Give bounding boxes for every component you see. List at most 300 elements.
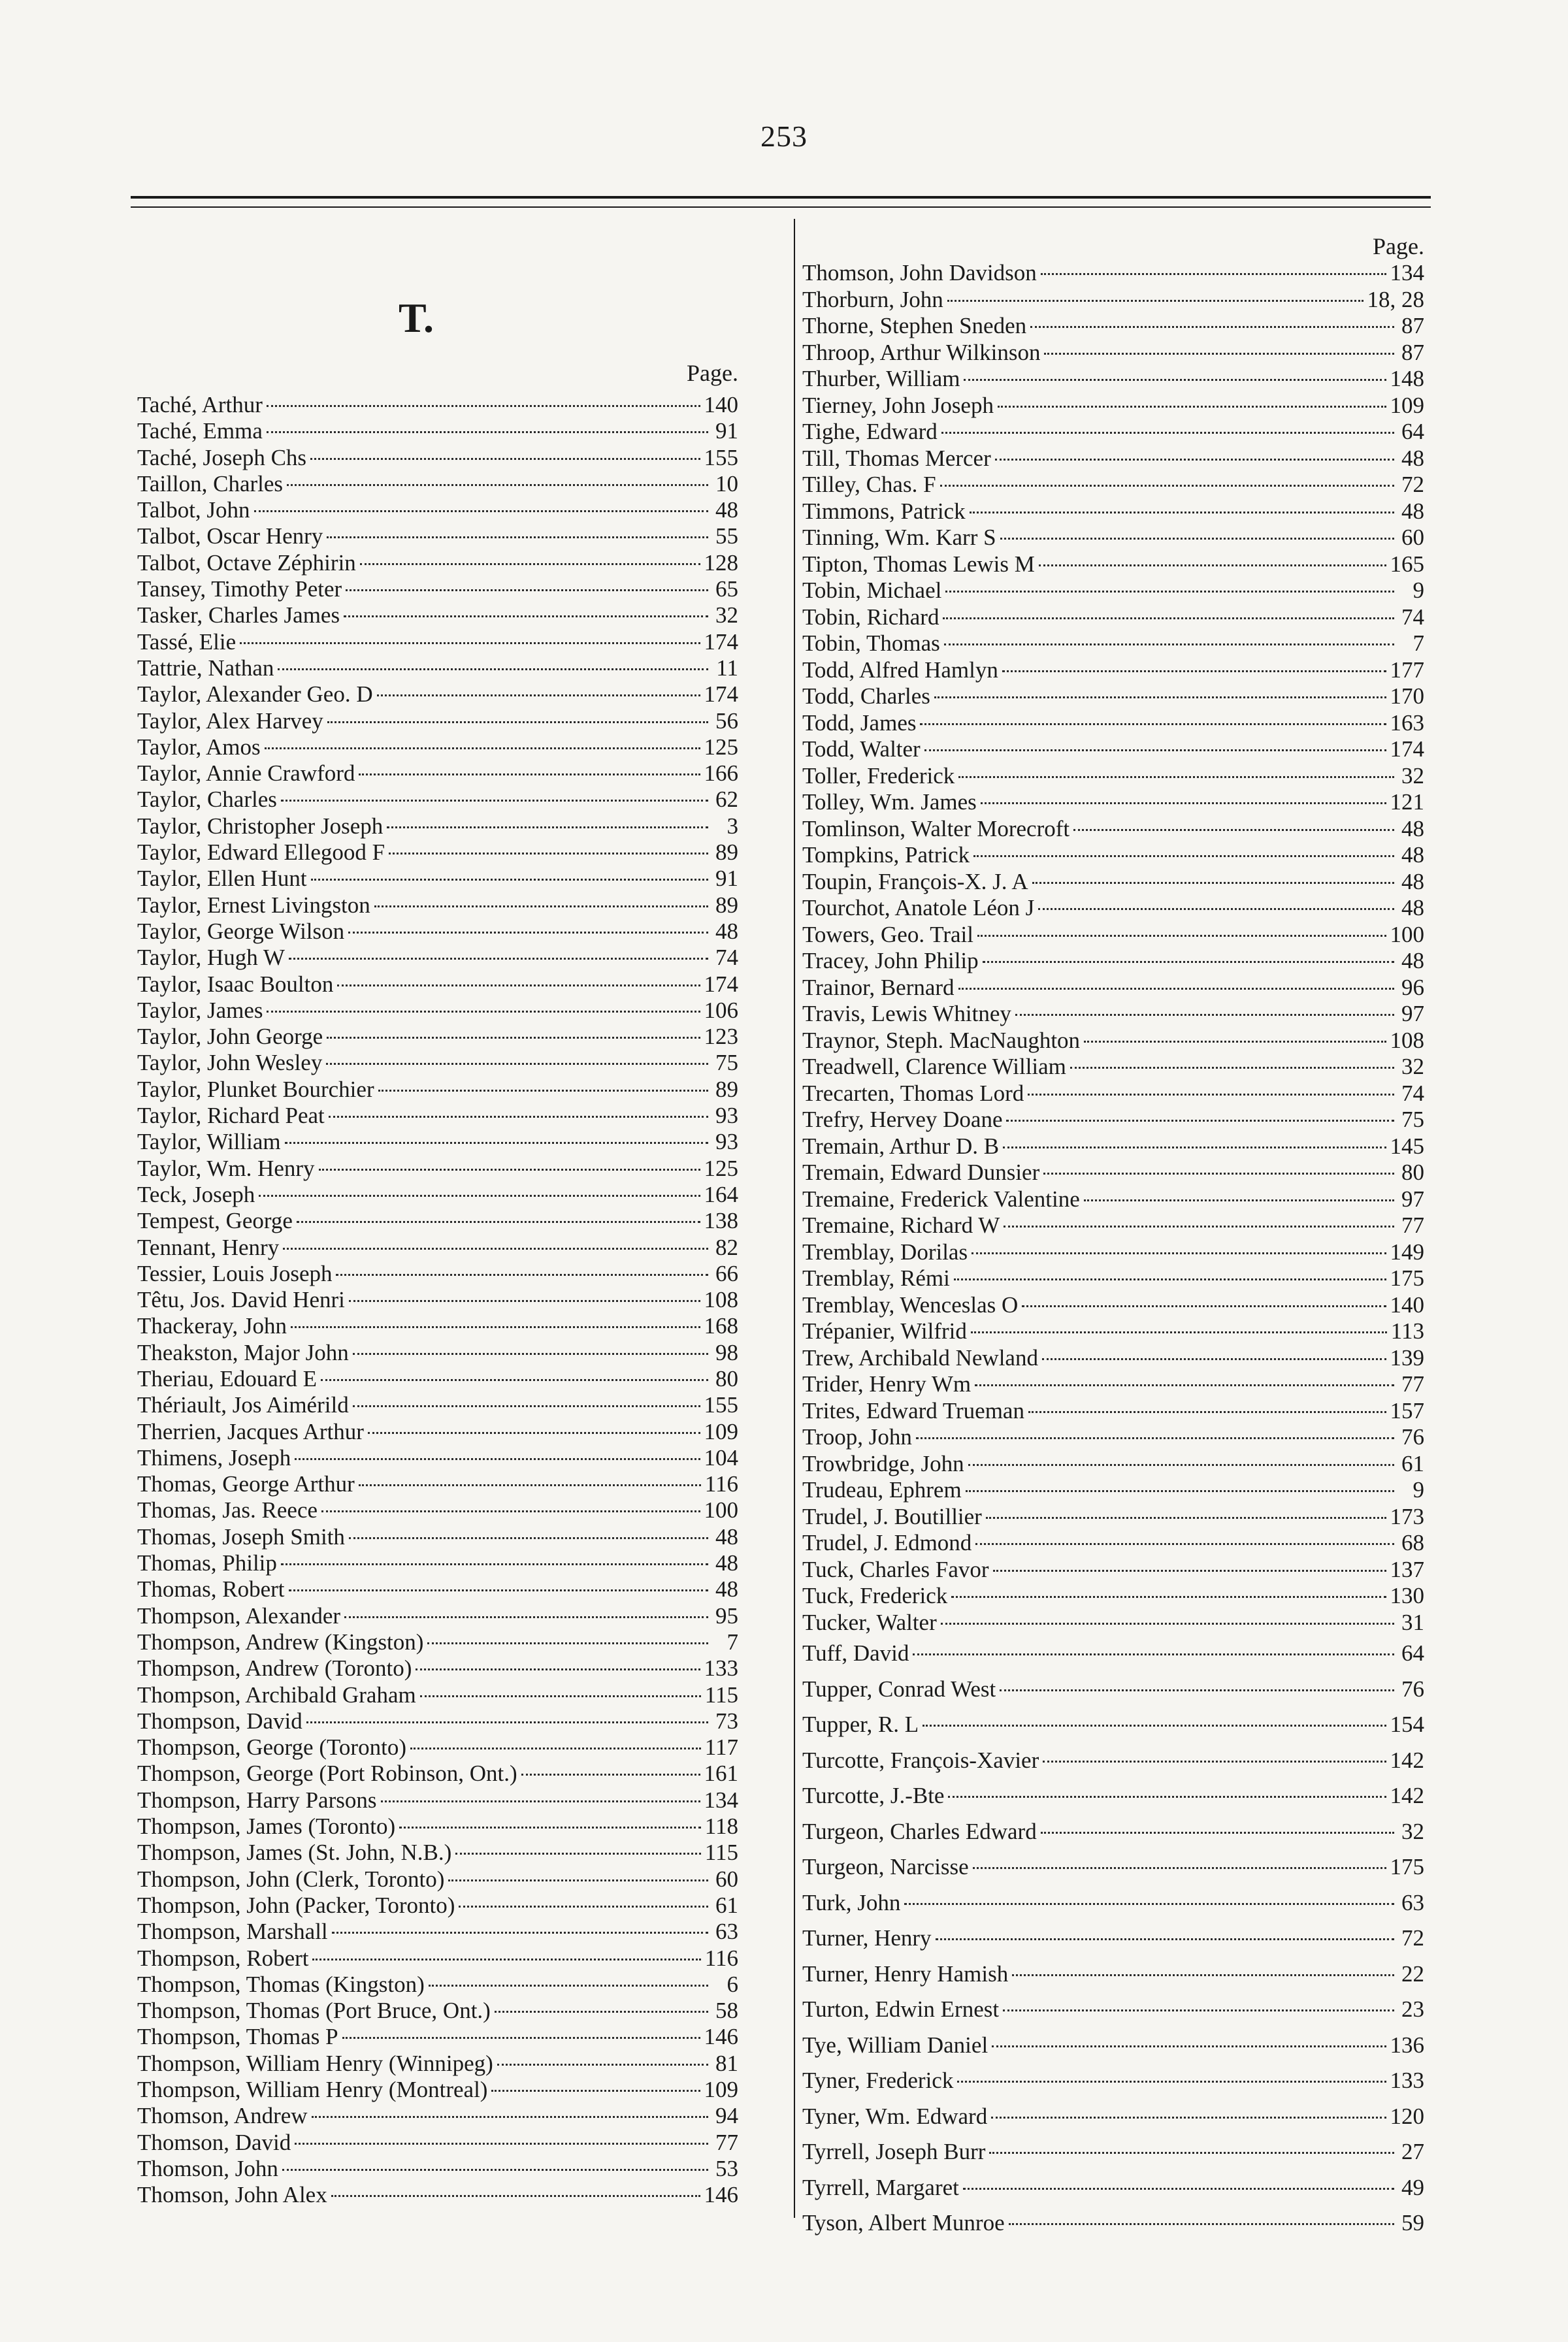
- entry-page-number: 165: [1390, 551, 1424, 577]
- entry-name: Turcotte, J.-Bte: [802, 1783, 945, 1808]
- index-entry: [802, 2099, 1424, 2135]
- entry-page-number: 7: [1413, 630, 1424, 656]
- index-entry: [802, 1081, 1424, 1107]
- entry-name: Tassé, Elie: [137, 628, 237, 655]
- index-entry: [137, 1182, 738, 1208]
- entry-name: Thomas, Robert: [137, 1576, 285, 1602]
- dot-leader: [387, 826, 708, 828]
- entry-page-number: 93: [715, 1103, 738, 1129]
- index-entry: [802, 948, 1424, 975]
- index-entry: [802, 1743, 1424, 1779]
- right-index-column: [802, 260, 1424, 2241]
- index-entry: [802, 2205, 1424, 2241]
- index-entry: [137, 787, 738, 813]
- entry-name: Tremaine, Richard W: [802, 1212, 1000, 1238]
- dot-leader: [410, 1748, 701, 1749]
- entry-name: Tennant, Henry: [137, 1234, 280, 1260]
- entry-name: Taylor, Plunket Bourchier: [137, 1076, 374, 1102]
- dot-leader: [981, 802, 1386, 804]
- index-entry: [802, 2170, 1424, 2206]
- entry-page-number: 32: [1401, 1054, 1424, 1079]
- dot-leader: [310, 458, 700, 460]
- entry-name: Taylor, Ellen Hunt: [137, 866, 307, 892]
- entry-name: Theakston, Major John: [137, 1339, 349, 1365]
- entry-name: Talbot, Oscar Henry: [137, 523, 323, 549]
- entry-page-number: 59: [1401, 2210, 1424, 2236]
- index-entry: [137, 1840, 738, 1866]
- entry-name: Tobin, Thomas: [802, 630, 940, 656]
- index-entry: [802, 1992, 1424, 2028]
- dot-leader: [941, 1623, 1394, 1625]
- entry-name: Tuck, Charles Favor: [802, 1556, 989, 1582]
- entry-name: Taylor, John Wesley: [137, 1050, 323, 1076]
- entry-name: Tinning, Wm. Karr S: [802, 525, 996, 550]
- index-entry: [802, 1957, 1424, 1992]
- index-entry: [802, 1318, 1424, 1345]
- index-entry: [802, 260, 1424, 287]
- index-entry: [802, 683, 1424, 710]
- index-entry: [802, 1814, 1424, 1850]
- dot-leader: [1002, 670, 1386, 672]
- entry-name: Tessier, Louis Joseph: [137, 1260, 333, 1286]
- dot-leader: [1032, 882, 1394, 884]
- dot-leader: [1009, 2223, 1394, 2225]
- entry-page-number: 55: [715, 523, 738, 549]
- entry-name: Thompson, Archibald Graham: [137, 1682, 416, 1708]
- entry-name: Thompson, Alexander: [137, 1602, 341, 1629]
- entry-page-number: 80: [715, 1365, 738, 1391]
- entry-page-number: 74: [1401, 604, 1424, 630]
- index-entry: [802, 1778, 1424, 1814]
- dot-leader: [321, 1379, 708, 1381]
- entry-name: Tyner, Frederick: [802, 2068, 954, 2093]
- index-entry: [137, 1445, 738, 1471]
- index-entry: [137, 602, 738, 628]
- dot-leader: [265, 747, 700, 749]
- index-entry: [137, 1998, 738, 2024]
- dot-leader: [287, 484, 708, 486]
- index-entry: [802, 604, 1424, 631]
- entry-page-number: 155: [704, 1392, 738, 1418]
- dot-leader: [936, 1938, 1394, 1940]
- entry-name: Thompson, John (Packer, Toronto): [137, 1892, 455, 1918]
- index-entry: [137, 1419, 738, 1445]
- entry-name: Travis, Lewis Whitney: [802, 1001, 1011, 1026]
- entry-name: Trépanier, Wilfrid: [802, 1318, 967, 1344]
- entry-page-number: 77: [1401, 1371, 1424, 1397]
- entry-name: Thomas, Joseph Smith: [137, 1523, 345, 1550]
- entry-name: Tucker, Walter: [802, 1609, 937, 1635]
- index-entry: [802, 1636, 1424, 1672]
- entry-name: Turgeon, Narcisse: [802, 1854, 969, 1879]
- dot-leader: [1039, 564, 1386, 566]
- entry-name: Taylor, Isaac Boulton: [137, 971, 334, 997]
- entry-page-number: 174: [704, 971, 738, 997]
- entry-name: Trider, Henry Wm: [802, 1371, 972, 1397]
- entry-page-number: 120: [1390, 2103, 1424, 2129]
- entry-page-number: 142: [1390, 1747, 1424, 1773]
- entry-name: Thompson, Thomas (Port Bruce, Ont.): [137, 1998, 491, 2024]
- entry-page-number: 68: [1401, 1530, 1424, 1555]
- entry-page-number: 146: [704, 2024, 738, 2050]
- entry-name: Turk, John: [802, 1889, 901, 1915]
- entry-name: Taylor, Ernest Livingston: [137, 892, 370, 918]
- entry-name: Tremblay, Dorilas: [802, 1239, 968, 1265]
- entry-page-number: 64: [1401, 1640, 1424, 1666]
- index-entry: [802, 1849, 1424, 1885]
- entry-name: Taylor, Charles: [137, 787, 277, 813]
- entry-name: Thompson, John (Clerk, Toronto): [137, 1866, 445, 1892]
- dot-leader: [353, 1405, 700, 1407]
- entry-name: Thompson, George (Toronto): [137, 1734, 406, 1761]
- index-entry: [137, 1287, 738, 1313]
- entry-name: Thomas, Jas. Reece: [137, 1497, 318, 1523]
- entry-page-number: 173: [1390, 1503, 1424, 1529]
- index-entry: [802, 975, 1424, 1001]
- index-entry: [137, 1077, 738, 1103]
- index-entry: [802, 2134, 1424, 2170]
- entry-name: Tierney, John Joseph: [802, 392, 994, 418]
- dot-leader: [495, 2011, 708, 2013]
- index-entry: [137, 1156, 738, 1182]
- entry-name: Taylor, William: [137, 1129, 281, 1155]
- entry-page-number: 106: [704, 997, 738, 1023]
- entry-page-number: 48: [1401, 842, 1424, 868]
- entry-page-number: 62: [715, 787, 738, 813]
- dot-leader: [992, 2045, 1386, 2047]
- entry-page-number: 138: [704, 1208, 738, 1234]
- entry-name: Tremain, Arthur D. B: [802, 1133, 1000, 1159]
- entry-name: Taylor, George Wilson: [137, 918, 345, 944]
- dot-leader: [993, 1570, 1386, 1572]
- entry-page-number: 148: [1390, 366, 1424, 391]
- header-rule-thick: [131, 196, 1431, 199]
- entry-page-number: 18, 28: [1367, 286, 1424, 312]
- index-entry: [137, 1813, 738, 1840]
- entry-name: Traynor, Steph. MacNaughton: [802, 1027, 1081, 1053]
- index-entry: [137, 998, 738, 1024]
- dot-leader: [297, 1221, 700, 1223]
- entry-page-number: 97: [1401, 1186, 1424, 1212]
- index-entry: [137, 1576, 738, 1602]
- dot-leader: [329, 1116, 708, 1118]
- dot-leader: [1015, 1014, 1394, 1016]
- dot-leader: [920, 723, 1386, 725]
- entry-page-number: 63: [1401, 1889, 1424, 1915]
- dot-leader: [332, 1932, 708, 1934]
- index-entry: [137, 1497, 738, 1523]
- entry-page-number: 125: [704, 1155, 738, 1181]
- dot-leader: [1028, 1094, 1394, 1096]
- dot-leader: [289, 1589, 708, 1591]
- index-entry: [137, 1261, 738, 1287]
- entry-name: Tolley, Wm. James: [802, 789, 977, 815]
- dot-leader: [491, 2090, 700, 2092]
- dot-leader: [1003, 2009, 1394, 2011]
- dot-leader: [1004, 1226, 1394, 1228]
- entry-name: Todd, James: [802, 709, 917, 736]
- dot-leader: [934, 696, 1386, 698]
- entry-page-number: 146: [704, 2182, 738, 2208]
- dot-leader: [312, 1959, 700, 1960]
- dot-leader: [319, 1169, 700, 1171]
- dot-leader: [947, 300, 1364, 302]
- index-entry: [802, 842, 1424, 869]
- dot-leader: [944, 643, 1394, 645]
- entry-page-number: 48: [715, 497, 738, 523]
- index-entry: [802, 313, 1424, 340]
- entry-name: Thomson, John Alex: [137, 2182, 327, 2208]
- entry-name: Thompson, William Henry (Montreal): [137, 2077, 488, 2102]
- index-entry: [137, 919, 738, 945]
- dot-leader: [399, 1827, 701, 1829]
- index-entry: [802, 419, 1424, 446]
- entry-name: Tyrrell, Joseph Burr: [802, 2139, 986, 2164]
- entry-page-number: 139: [1390, 1344, 1424, 1371]
- entry-page-number: 142: [1390, 1783, 1424, 1808]
- index-entry: [802, 446, 1424, 472]
- entry-page-number: 32: [1401, 1818, 1424, 1844]
- dot-leader: [283, 1248, 708, 1250]
- entry-page-number: 87: [1401, 339, 1424, 365]
- entry-name: Tracey, John Philip: [802, 948, 979, 973]
- dot-leader: [312, 2116, 708, 2118]
- index-entry: [137, 1471, 738, 1497]
- entry-page-number: 10: [715, 470, 738, 496]
- entry-name: Thompson, Thomas (Kingston): [137, 1971, 425, 1997]
- index-entry: [137, 2024, 738, 2050]
- entry-page-number: 93: [715, 1129, 738, 1155]
- entry-page-number: 77: [1401, 1212, 1424, 1238]
- entry-name: Trefry, Hervey Doane: [802, 1107, 1003, 1132]
- entry-page-number: 115: [704, 1682, 738, 1708]
- index-entry: [802, 1160, 1424, 1186]
- index-entry: [137, 945, 738, 971]
- index-entry: [137, 708, 738, 734]
- entry-name: Taylor, James: [137, 997, 263, 1023]
- entry-page-number: 63: [715, 1919, 738, 1945]
- entry-page-number: 174: [1390, 736, 1424, 762]
- entry-name: Treadwell, Clarence William: [802, 1054, 1066, 1079]
- entry-page-number: 80: [1401, 1160, 1424, 1185]
- entry-page-number: 60: [1401, 525, 1424, 550]
- index-entry: [802, 577, 1424, 604]
- entry-page-number: 97: [1401, 1001, 1424, 1026]
- entry-page-number: 48: [1401, 445, 1424, 471]
- entry-page-number: 109: [1390, 392, 1424, 418]
- entry-page-number: 82: [715, 1234, 738, 1260]
- index-entry: [802, 1292, 1424, 1319]
- entry-name: Tourchot, Anatole Léon J: [802, 895, 1035, 920]
- entry-page-number: 81: [715, 2050, 738, 2076]
- index-entry: [802, 1921, 1424, 1957]
- dot-leader: [389, 853, 708, 854]
- dot-leader: [353, 1353, 708, 1355]
- entry-page-number: 74: [715, 945, 738, 971]
- dot-leader: [998, 406, 1386, 408]
- dot-leader: [971, 1331, 1387, 1333]
- index-entry: [137, 2077, 738, 2103]
- entry-page-number: 98: [715, 1339, 738, 1365]
- index-entry: [137, 2103, 738, 2129]
- index-entry: [802, 1107, 1424, 1133]
- entry-page-number: 96: [1401, 974, 1424, 1000]
- entry-name: Tyson, Albert Munroe: [802, 2210, 1005, 2236]
- dot-leader: [285, 1142, 708, 1144]
- entry-name: Taché, Arthur: [137, 392, 263, 417]
- index-entry: [137, 1524, 738, 1550]
- index-entry: [802, 736, 1424, 763]
- dot-leader: [1022, 1305, 1386, 1307]
- entry-page-number: 175: [1390, 1854, 1424, 1879]
- dot-leader: [278, 668, 708, 670]
- entry-name: Tomlinson, Walter Morecroft: [802, 815, 1070, 841]
- dot-leader: [311, 879, 708, 881]
- entry-name: Thackeray, John: [137, 1313, 287, 1339]
- left-page-column-header: Page.: [687, 360, 738, 386]
- dot-leader: [359, 1484, 701, 1486]
- index-entry: [137, 497, 738, 523]
- dot-leader: [368, 1432, 700, 1434]
- entry-name: Thompson, William Henry (Winnipeg): [137, 2050, 493, 2076]
- dot-leader: [954, 1278, 1386, 1280]
- dot-leader: [1028, 1411, 1386, 1413]
- entry-name: Tipton, Thomas Lewis M: [802, 551, 1035, 577]
- entry-name: Thomson, John Davidson: [802, 260, 1037, 285]
- entry-page-number: 74: [1401, 1080, 1424, 1106]
- dot-leader: [951, 1596, 1386, 1598]
- dot-leader: [1041, 273, 1386, 275]
- dot-leader: [267, 431, 708, 433]
- entry-page-number: 175: [1390, 1265, 1424, 1291]
- index-entry: [802, 895, 1424, 922]
- entry-name: Taylor, Alexander Geo. D: [137, 681, 373, 707]
- dot-leader: [327, 536, 708, 538]
- dot-leader: [459, 1906, 708, 1908]
- dot-leader: [986, 1517, 1386, 1519]
- entry-name: Turner, Henry Hamish: [802, 1960, 1009, 1987]
- entry-page-number: 73: [715, 1708, 738, 1734]
- entry-page-number: 137: [1390, 1556, 1424, 1582]
- entry-name: Timmons, Patrick: [802, 498, 966, 524]
- index-entry: [137, 1050, 738, 1076]
- entry-page-number: 9: [1413, 577, 1424, 603]
- dot-leader: [923, 1725, 1386, 1727]
- index-entry: [802, 1557, 1424, 1584]
- entry-name: Turcotte, François-Xavier: [802, 1747, 1039, 1773]
- index-entry: [137, 1129, 738, 1155]
- entry-page-number: 140: [704, 392, 738, 417]
- dot-leader: [904, 1903, 1394, 1905]
- entry-page-number: 128: [704, 549, 738, 576]
- entry-name: Thompson, David: [137, 1708, 302, 1734]
- index-entry: [137, 1893, 738, 1919]
- dot-leader: [254, 510, 708, 512]
- entry-page-number: 64: [1401, 419, 1424, 444]
- entry-name: Thomson, John: [137, 2155, 278, 2181]
- dot-leader: [948, 1796, 1386, 1798]
- index-entry: [137, 655, 738, 681]
- entry-page-number: 60: [715, 1866, 738, 1892]
- index-entry: [802, 1265, 1424, 1292]
- dot-leader: [1084, 1041, 1386, 1043]
- entry-page-number: 100: [704, 1497, 738, 1523]
- page-number: 253: [760, 120, 808, 153]
- entry-page-number: 72: [1401, 472, 1424, 497]
- entry-page-number: 116: [704, 1945, 738, 1971]
- dot-leader: [957, 2081, 1386, 2083]
- dot-leader: [940, 485, 1394, 487]
- index-entry: [802, 1583, 1424, 1610]
- index-entry: [137, 1708, 738, 1734]
- entry-page-number: 27: [1401, 2139, 1424, 2164]
- entry-page-number: 91: [715, 866, 738, 892]
- index-entry: [137, 418, 738, 444]
- entry-name: Toller, Frederick: [802, 762, 955, 789]
- dot-leader: [259, 1195, 700, 1197]
- index-entry: [802, 498, 1424, 525]
- entry-page-number: 76: [1401, 1424, 1424, 1450]
- entry-name: Thomson, Andrew: [137, 2103, 308, 2129]
- index-entry: [802, 1610, 1424, 1636]
- dot-leader: [374, 905, 708, 907]
- dot-leader: [349, 1537, 708, 1539]
- dot-leader: [344, 615, 708, 617]
- entry-page-number: 161: [704, 1761, 738, 1787]
- dot-leader: [964, 379, 1386, 381]
- entry-name: Thomas, George Arthur: [137, 1471, 355, 1497]
- entry-page-number: 23: [1401, 1996, 1424, 2022]
- index-entry: [137, 1235, 738, 1261]
- index-entry: [137, 1103, 738, 1129]
- entry-page-number: 61: [715, 1892, 738, 1918]
- index-entry: [137, 1603, 738, 1629]
- dot-leader: [346, 589, 708, 591]
- dot-leader: [281, 800, 708, 802]
- index-entry: [802, 1398, 1424, 1425]
- index-entry: [137, 445, 738, 471]
- index-entry: [137, 1972, 738, 1998]
- entry-name: Thompson, Harry Parsons: [137, 1787, 377, 1813]
- entry-name: Tupper, R. L: [802, 1712, 919, 1737]
- entry-name: Talbot, Octave Zéphirin: [137, 549, 356, 576]
- entry-name: Tye, William Daniel: [802, 2032, 988, 2058]
- index-entry: [137, 839, 738, 866]
- dot-leader: [455, 1853, 701, 1855]
- index-entry: [137, 813, 738, 839]
- entry-page-number: 108: [1390, 1027, 1424, 1053]
- entry-page-number: 157: [1390, 1397, 1424, 1423]
- entry-name: Turton, Edwin Ernest: [802, 1996, 1000, 2022]
- dot-leader: [1006, 1120, 1394, 1122]
- dot-leader: [295, 2143, 708, 2145]
- entry-name: Tattrie, Nathan: [137, 655, 274, 681]
- index-entry: [137, 1550, 738, 1576]
- entry-name: Tighe, Edward: [802, 419, 938, 444]
- index-entry: [137, 1313, 738, 1339]
- index-entry: [802, 816, 1424, 843]
- entry-page-number: 154: [1390, 1712, 1424, 1737]
- entry-page-number: 94: [715, 2103, 738, 2129]
- entry-name: Tyrrell, Margaret: [802, 2174, 959, 2200]
- entry-name: Tyner, Wm. Edward: [802, 2103, 988, 2129]
- dot-leader: [281, 1563, 708, 1565]
- dot-leader: [497, 2064, 708, 2066]
- dot-leader: [973, 855, 1394, 857]
- index-entry: [137, 681, 738, 707]
- entry-page-number: 77: [715, 2129, 738, 2155]
- entry-page-number: 89: [715, 892, 738, 918]
